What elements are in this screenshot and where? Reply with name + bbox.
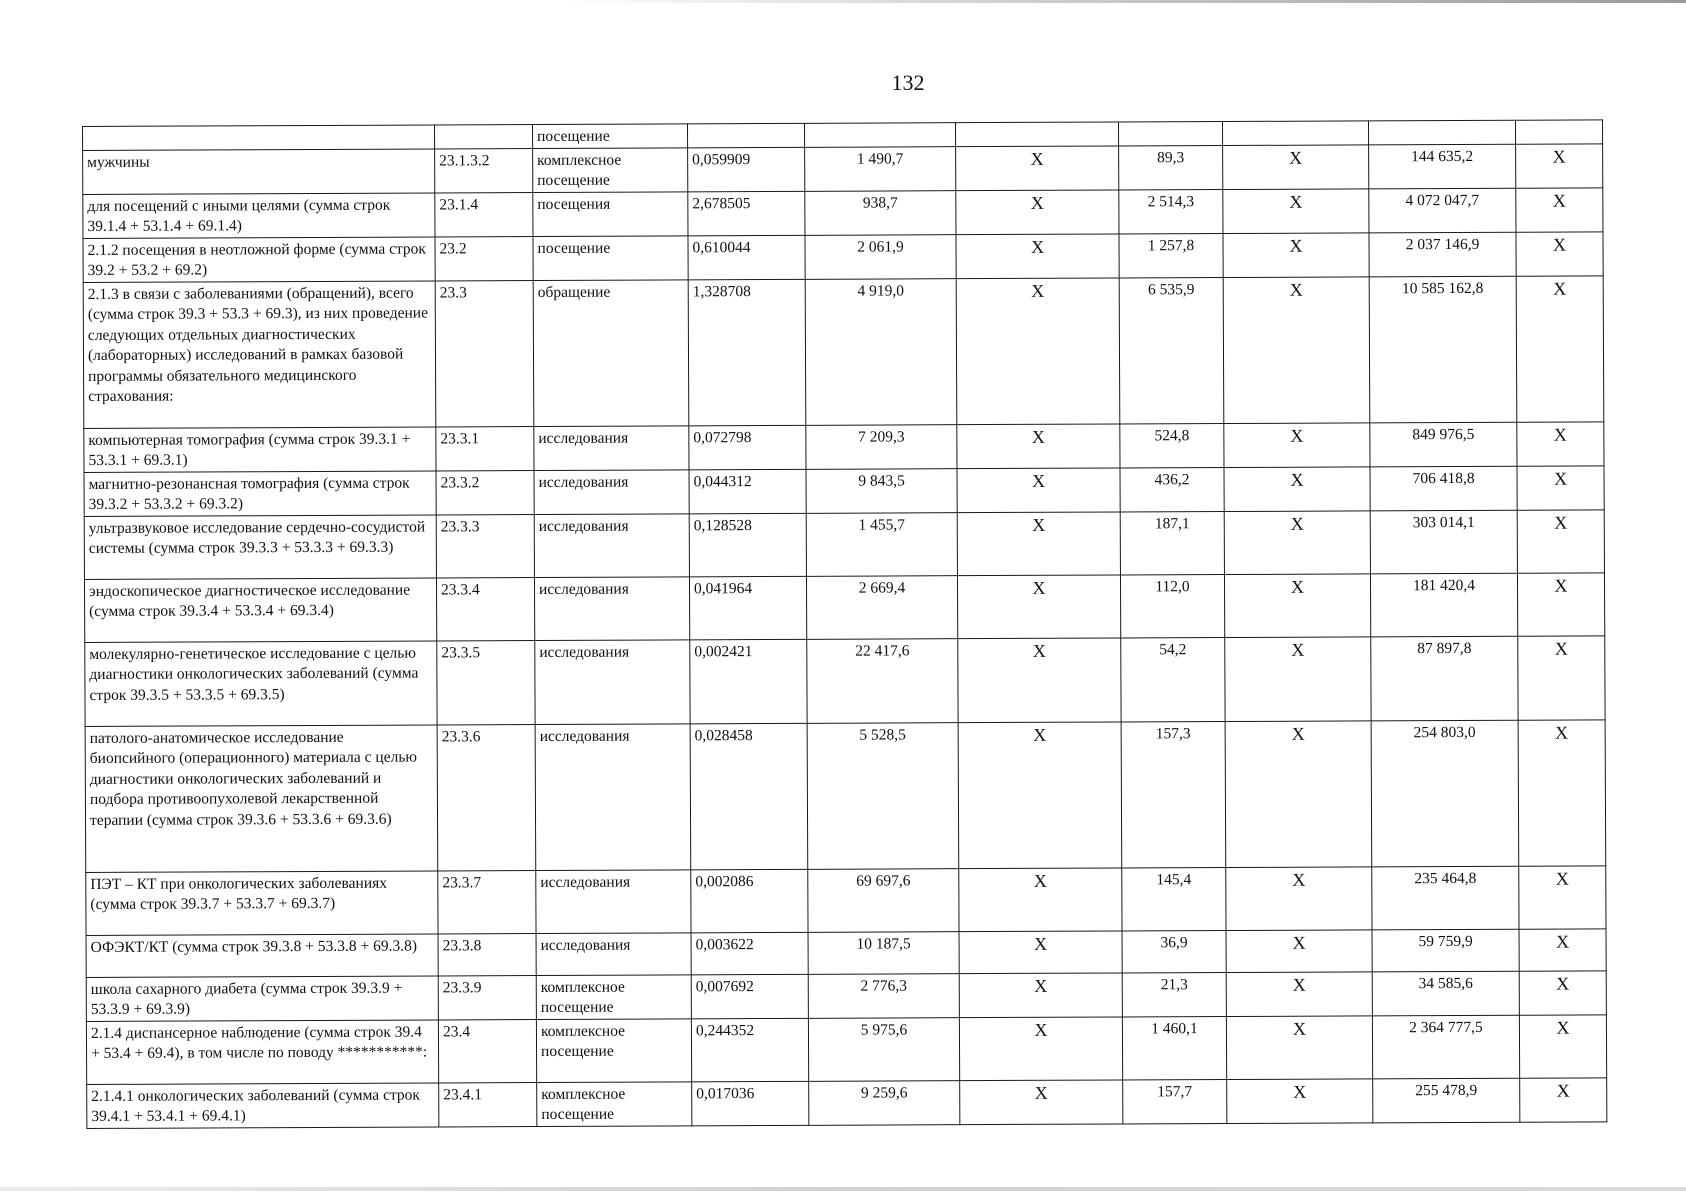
- row-unit: исследования: [536, 932, 691, 975]
- row-x-mark: X: [1223, 188, 1369, 233]
- row-code: 23.3.5: [437, 640, 535, 724]
- row-x-mark: X: [1519, 1014, 1606, 1077]
- row-cost: 2 061,9: [805, 234, 956, 279]
- row-norm: 0,002086: [691, 869, 808, 933]
- row-norm: 2,678505: [688, 191, 805, 236]
- row-code: 23.3.7: [438, 870, 536, 933]
- row-unit: исследования: [534, 576, 689, 640]
- table-row: [84, 509, 1604, 579]
- row-unit: комплексное посещение: [533, 147, 688, 192]
- row-x-mark: X: [1224, 573, 1370, 637]
- row-name: мужчины: [83, 148, 435, 194]
- row-x-mark: X: [958, 721, 1122, 868]
- row-x-mark: [1222, 121, 1368, 145]
- table-row: [84, 465, 1604, 516]
- row-per-capita: 145,4: [1122, 867, 1226, 930]
- row-norm: 0,610044: [688, 235, 805, 280]
- row-name: компьютерная томография (сумма строк 39.3.1 + 53.3.1 + 69.3.1): [84, 426, 436, 472]
- row-per-capita: 2 514,3: [1119, 189, 1223, 233]
- row-cost: 9 259,6: [809, 1080, 960, 1125]
- row-per-capita: 89,3: [1119, 145, 1223, 189]
- row-per-capita: 54,2: [1121, 637, 1225, 721]
- row-x-mark: X: [957, 511, 1120, 575]
- row-cost: 938,7: [805, 190, 956, 235]
- row-name: [83, 125, 435, 150]
- row-x-mark: X: [960, 1079, 1123, 1124]
- table-row: [86, 970, 1606, 1021]
- row-sum: [1368, 120, 1515, 144]
- row-unit: исследования: [536, 869, 691, 933]
- row-name: эндоскопическое диагностическое исследование (сумма строк 39.3.4 + 53.3.4 + 69.3.4): [84, 577, 436, 642]
- row-x-mark: X: [1517, 421, 1604, 465]
- row-x-mark: X: [1517, 465, 1604, 509]
- row-x-mark: X: [1224, 510, 1370, 574]
- row-x-mark: X: [959, 972, 1122, 1017]
- row-unit: исследования: [534, 425, 689, 470]
- row-cost: 9 843,5: [806, 468, 957, 513]
- row-per-capita: 1 257,8: [1119, 233, 1223, 277]
- row-norm: 0,128528: [689, 513, 806, 577]
- row-x-mark: X: [956, 233, 1119, 278]
- row-name: ПЭТ – КТ при онкологических заболеваниях (сумма строк 39.3.7 + 53.3.7 + 69.3.7): [86, 870, 438, 935]
- row-per-capita: 524,8: [1120, 423, 1224, 467]
- row-sum: 235 464,8: [1372, 866, 1519, 930]
- row-norm: 0,041964: [689, 576, 806, 640]
- row-unit: комплексное посещение: [536, 1018, 691, 1082]
- row-sum: 87 897,8: [1371, 636, 1518, 721]
- row-cost: 1 455,7: [806, 512, 957, 576]
- row-unit: комплексное посещение: [537, 1081, 692, 1126]
- row-code: 23.3.4: [436, 577, 534, 640]
- row-x-mark: X: [1517, 572, 1604, 635]
- table-body: [83, 120, 1607, 1128]
- row-unit: обращение: [533, 279, 689, 426]
- row-x-mark: X: [959, 1016, 1122, 1080]
- row-per-capita: 112,0: [1120, 574, 1224, 637]
- row-x-mark: X: [1226, 1015, 1372, 1079]
- row-sum: 34 585,6: [1372, 971, 1519, 1016]
- row-per-capita: 157,3: [1121, 721, 1226, 867]
- row-x-mark: X: [1516, 275, 1604, 421]
- row-code: 23.4: [438, 1019, 536, 1082]
- table-row: [83, 143, 1603, 194]
- row-sum: 144 635,2: [1369, 144, 1516, 189]
- row-cost: 2 776,3: [808, 973, 959, 1018]
- row-norm: 0,028458: [690, 723, 808, 870]
- row-unit: исследования: [535, 639, 690, 724]
- row-cost: [804, 123, 955, 147]
- row-per-capita: 436,2: [1120, 467, 1224, 511]
- row-x-mark: X: [959, 867, 1122, 931]
- table-row: [83, 231, 1603, 282]
- row-x-mark: X: [1223, 276, 1370, 423]
- row-x-mark: X: [1519, 928, 1606, 970]
- row-x-mark: X: [1516, 143, 1603, 187]
- row-code: 23.3.6: [437, 724, 536, 870]
- row-x-mark: X: [1519, 970, 1606, 1014]
- row-name: 2.1.4.1 онкологических заболеваний (сумма строк 39.4.1 + 53.4.1 + 69.4.1): [87, 1082, 439, 1128]
- row-name: 2.1.3 в связи с заболеваниями (обращений), всего (сумма строк 39.3 + 53.3 + 69.3), из них проведение следующих отдельных диагностических (лабораторных) исследований в рамках базовой программы обязательного медицинского страхования:: [83, 280, 436, 428]
- row-cost: 10 187,5: [808, 931, 959, 974]
- table-row: [85, 719, 1606, 872]
- row-cost: 1 490,7: [805, 146, 956, 191]
- row-x-mark: X: [957, 467, 1120, 512]
- row-norm: 0,072798: [689, 425, 806, 470]
- scan-edge-top: [560, 0, 1686, 3]
- row-sum: 254 803,0: [1371, 720, 1519, 867]
- row-code: 23.3.1: [436, 426, 534, 470]
- row-code: 23.3: [435, 280, 534, 426]
- row-sum: 849 976,5: [1370, 422, 1517, 467]
- table-row: [84, 572, 1604, 642]
- row-name: магнитно-резонансная томография (сумма строк 39.3.2 + 53.3.2 + 69.3.2): [84, 470, 436, 516]
- row-x-mark: X: [1224, 422, 1370, 467]
- row-norm: [687, 123, 804, 147]
- row-cost: 69 697,6: [808, 868, 959, 932]
- row-per-capita: 187,1: [1120, 511, 1224, 574]
- row-x-mark: X: [1519, 865, 1606, 928]
- row-x-mark: X: [1226, 971, 1372, 1016]
- row-norm: 0,007692: [691, 974, 808, 1019]
- row-sum: 706 418,8: [1370, 466, 1517, 511]
- row-x-mark: X: [1226, 929, 1372, 972]
- row-x-mark: X: [1223, 232, 1369, 277]
- row-unit: посещение: [533, 235, 688, 280]
- row-per-capita: 157,7: [1123, 1079, 1227, 1123]
- row-name: молекулярно-генетическое исследование с целью диагностики онкологических заболеваний (сумма строк 39.3.5 + 53.3.5 + 69.3.5): [85, 640, 437, 726]
- row-x-mark: X: [956, 145, 1119, 190]
- table-row: [86, 928, 1606, 977]
- page-number: 132: [891, 70, 925, 95]
- row-x-mark: X: [1518, 635, 1605, 719]
- row-norm: 0,044312: [689, 469, 806, 514]
- row-code: 23.1.4: [435, 192, 533, 236]
- row-norm: 0,017036: [692, 1081, 809, 1126]
- row-norm: 0,059909: [688, 147, 805, 192]
- row-norm: 0,244352: [691, 1018, 808, 1082]
- row-code: 23.3.3: [436, 514, 534, 577]
- row-sum: 10 585 162,8: [1369, 276, 1517, 423]
- row-name: патолого-анатомическое исследование биопсийного (операционного) материала с целью диагностики онкологических заболеваний и подбора противоопухолевой лекарственной терапии (сумма строк 39.3.6 + 53.3.6 + 69.3.6): [85, 724, 438, 872]
- table-row: [85, 635, 1605, 726]
- row-code: 23.3.9: [438, 975, 536, 1019]
- row-code: 23.1.3.2: [435, 148, 533, 192]
- row-per-capita: 6 535,9: [1119, 277, 1224, 423]
- row-name: школа сахарного диабета (сумма строк 39.3.9 + 53.3.9 + 69.3.9): [86, 975, 438, 1021]
- row-code: 23.3.8: [438, 933, 536, 975]
- row-unit: комплексное посещение: [536, 974, 691, 1019]
- row-x-mark: X: [958, 637, 1121, 722]
- row-per-capita: [1118, 122, 1222, 146]
- row-unit: исследования: [534, 469, 689, 514]
- row-sum: 303 014,1: [1370, 510, 1517, 574]
- row-code: 23.3.2: [436, 470, 534, 514]
- row-cost: 7 209,3: [806, 424, 957, 469]
- row-sum: 4 072 047,7: [1369, 188, 1516, 233]
- row-norm: 1,328708: [688, 279, 806, 426]
- row-x-mark: X: [1517, 509, 1604, 572]
- row-name: 2.1.2 посещения в неотложной форме (сумма строк 39.2 + 53.2 + 69.2): [83, 236, 435, 282]
- row-x-mark: X: [1224, 466, 1370, 511]
- row-unit: посещения: [533, 191, 688, 236]
- row-x-mark: [1515, 120, 1602, 144]
- row-code: 23.2: [435, 236, 533, 280]
- row-x-mark: X: [1225, 720, 1372, 867]
- row-per-capita: 21,3: [1122, 972, 1226, 1016]
- table-row: [83, 187, 1603, 238]
- row-unit: исследования: [535, 723, 691, 870]
- row-x-mark: X: [959, 930, 1122, 973]
- row-unit: исследования: [534, 513, 689, 577]
- row-sum: 181 420,4: [1370, 573, 1517, 637]
- row-x-mark: X: [1520, 1077, 1607, 1121]
- row-name: ультразвуковое исследование сердечно-сосудистой системы (сумма строк 39.3.3 + 53.3.3 + 69.3.3): [84, 514, 436, 579]
- table-row: [86, 1014, 1606, 1084]
- table-row: [86, 865, 1606, 935]
- row-name: для посещений с иными целями (сумма строк 39.1.4 + 53.1.4 + 69.1.4): [83, 192, 435, 238]
- row-x-mark: X: [1227, 1078, 1373, 1123]
- table-row: [84, 421, 1604, 472]
- row-x-mark: X: [957, 574, 1120, 638]
- table-row: [83, 275, 1604, 428]
- row-name: 2.1.4 диспансерное наблюдение (сумма строк 39.4 + 53.4 + 69.4), в том числе по поводу ***********:: [86, 1019, 438, 1084]
- row-x-mark: X: [1518, 719, 1606, 865]
- row-per-capita: 36,9: [1122, 930, 1226, 972]
- row-x-mark: X: [956, 189, 1119, 234]
- row-sum: 2 364 777,5: [1372, 1015, 1519, 1079]
- row-sum: 255 478,9: [1373, 1078, 1520, 1123]
- row-cost: 4 919,0: [805, 278, 957, 425]
- row-x-mark: X: [1516, 187, 1603, 231]
- row-norm: 0,003622: [691, 932, 808, 975]
- row-code: 23.4.1: [439, 1082, 537, 1126]
- row-name: ОФЭКТ/КТ (сумма строк 39.3.8 + 53.3.8 + 69.3.8): [86, 933, 438, 977]
- row-x-mark: [955, 122, 1118, 146]
- row-per-capita: 1 460,1: [1122, 1016, 1226, 1079]
- row-x-mark: X: [1226, 866, 1372, 930]
- row-code: [434, 125, 532, 149]
- data-table: [82, 119, 1607, 1128]
- scan-edge-bottom: [0, 1187, 1686, 1191]
- row-cost: 5 528,5: [807, 722, 959, 869]
- row-unit: посещение: [532, 124, 687, 148]
- row-cost: 22 417,6: [807, 638, 958, 723]
- row-x-mark: X: [1223, 144, 1369, 189]
- row-sum: 2 037 146,9: [1369, 232, 1516, 277]
- row-x-mark: X: [956, 277, 1120, 424]
- row-x-mark: X: [1516, 231, 1603, 275]
- row-norm: 0,002421: [690, 639, 807, 724]
- row-x-mark: X: [957, 423, 1120, 468]
- table-row: [87, 1077, 1607, 1128]
- row-cost: 5 975,6: [808, 1017, 959, 1081]
- row-sum: 59 759,9: [1372, 929, 1519, 972]
- row-x-mark: X: [1225, 636, 1371, 721]
- row-cost: 2 669,4: [806, 575, 957, 639]
